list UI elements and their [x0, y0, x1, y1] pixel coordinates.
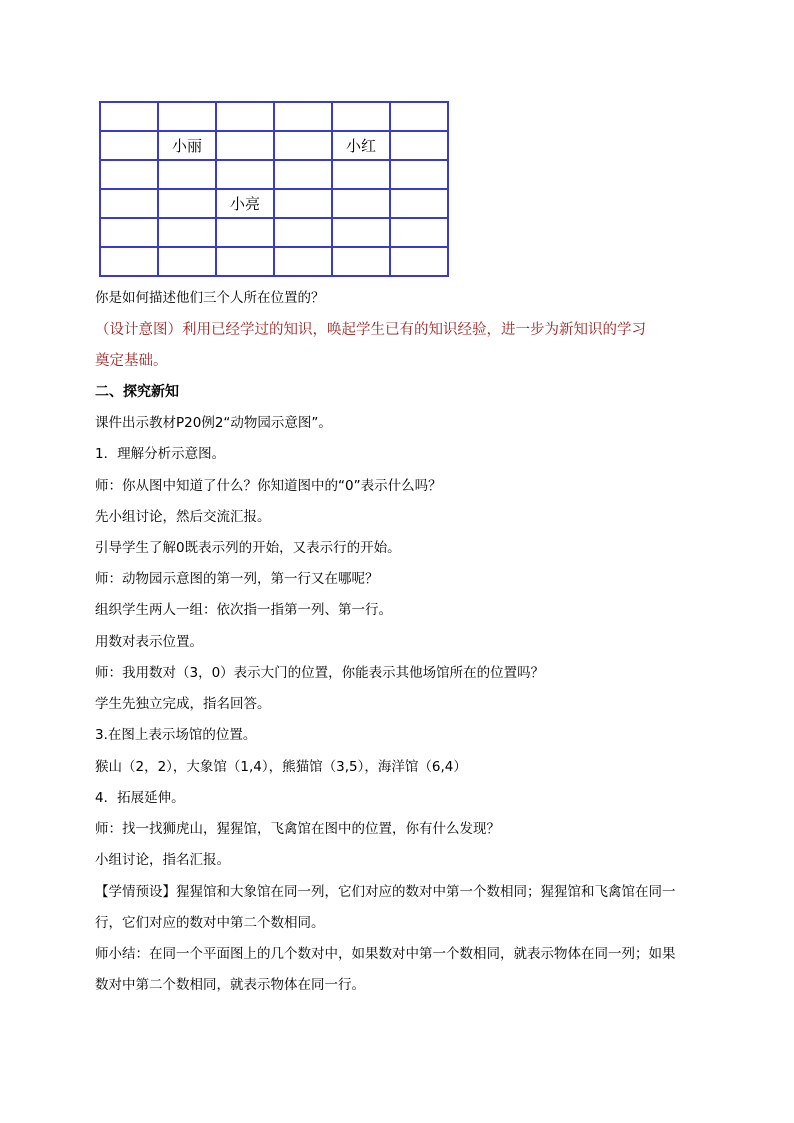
paragraph: 先小组讨论，然后交流汇报。 [95, 509, 271, 525]
paragraph: 猴山（2，2），大象馆（1,4），熊猫馆（3,5），海洋馆（6,4） [95, 759, 467, 775]
grid-row [100, 160, 448, 189]
grid-cell [158, 218, 216, 247]
grid-cell [158, 247, 216, 276]
grid-row [100, 131, 448, 160]
grid-cell [390, 247, 448, 276]
grid-row [100, 189, 448, 218]
paragraph: 4．拓展延伸。 [95, 790, 185, 806]
grid-cell [332, 247, 390, 276]
paragraph: 师：我用数对（3，0）表示大门的位置，你能表示其他场馆所在的位置吗？ [95, 665, 545, 681]
paragraph: 师小结：在同一个平面图上的几个数对中，如果数对中第一个数相同，就表示物体在同一列；如果 [95, 946, 676, 962]
grid-row [100, 247, 448, 276]
paragraph: 3.在图上表示场馆的位置。 [95, 727, 257, 743]
grid-cell [274, 189, 332, 218]
grid-cell [390, 218, 448, 247]
grid-cell [332, 102, 390, 131]
grid-cell-xiaoli: 小丽 [158, 131, 216, 160]
grid-cell [274, 160, 332, 189]
grid-cell [216, 218, 274, 247]
grid-cell-xiaohong: 小红 [332, 131, 390, 160]
paragraph: 师：你从图中知道了什么？你知道图中的“0”表示什么吗？ [95, 478, 442, 494]
grid-cell [158, 160, 216, 189]
grid-cell [158, 189, 216, 218]
section-heading: 二、探究新知 [95, 384, 179, 400]
paragraph: 师：动物园示意图的第一列，第一行又在哪呢？ [95, 571, 379, 587]
design-intent-text: （设计意图）利用已经学过的知识，唤起学生已有的知识经验，进一步为新知识的学习 [95, 322, 646, 338]
grid-cell [390, 102, 448, 131]
design-intent-text-cont: 奠定基础。 [95, 353, 168, 369]
grid-row [100, 102, 448, 131]
paragraph: 用数对表示位置。 [95, 634, 203, 650]
grid-cell [216, 247, 274, 276]
seating-grid [99, 101, 449, 277]
grid-cell [274, 247, 332, 276]
grid-cell [100, 189, 158, 218]
paragraph: 组织学生两人一组：依次指一指第一列、第一行。 [95, 602, 392, 618]
grid-cell [332, 189, 390, 218]
grid-cell [100, 247, 158, 276]
grid-cell [390, 160, 448, 189]
grid-cell [216, 131, 274, 160]
grid-cell [332, 218, 390, 247]
paragraph: 课件出示教材P20例2“动物园示意图”。 [95, 415, 332, 431]
grid-cell [274, 131, 332, 160]
question-text: 你是如何描述他们三个人所在位置的？ [95, 290, 325, 306]
paragraph: 【学情预设】猩猩馆和大象馆在同一列，它们对应的数对中第一个数相同；猩猩馆和飞禽馆在同一 [95, 884, 676, 900]
paragraph: 引导学生了解0既表示列的开始，又表示行的开始。 [95, 540, 401, 556]
grid-cell [390, 131, 448, 160]
grid-cell [158, 102, 216, 131]
paragraph: 小组讨论，指名汇报。 [95, 852, 230, 868]
paragraph: 数对中第二个数相同，就表示物体在同一行。 [95, 977, 365, 993]
grid-cell [100, 102, 158, 131]
grid-row [100, 218, 448, 247]
grid-cell [100, 218, 158, 247]
paragraph: 学生先独立完成，指名回答。 [95, 696, 271, 712]
paragraph: 1．理解分析示意图。 [95, 446, 226, 462]
grid-cell [274, 102, 332, 131]
paragraph: 行，它们对应的数对中第二个数相同。 [95, 915, 325, 931]
grid-cell [216, 160, 274, 189]
grid-cell [100, 131, 158, 160]
grid-cell-xiaoliang: 小亮 [216, 189, 274, 218]
paragraph: 师：找一找狮虎山，猩猩馆，飞禽馆在图中的位置，你有什么发现？ [95, 821, 500, 837]
grid-cell [332, 160, 390, 189]
grid-cell [390, 189, 448, 218]
grid-cell [100, 160, 158, 189]
grid-cell [274, 218, 332, 247]
grid-cell [216, 102, 274, 131]
